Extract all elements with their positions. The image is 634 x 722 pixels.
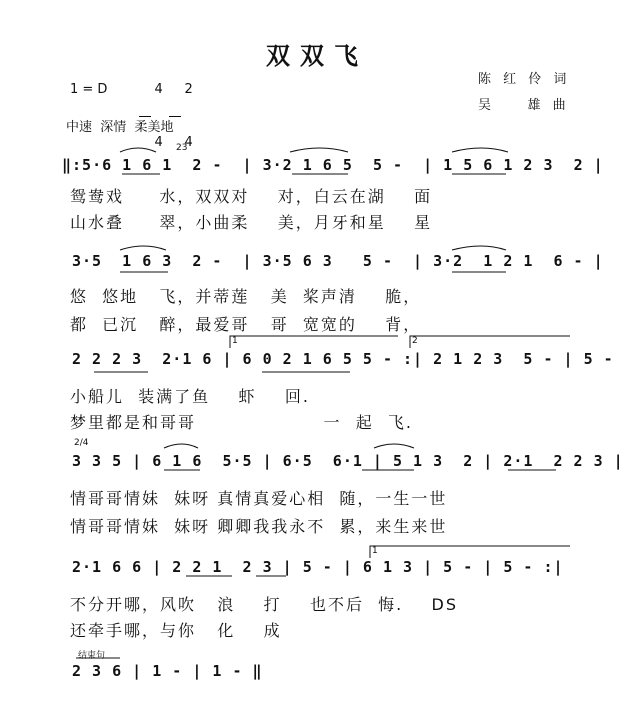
slur — [164, 444, 198, 448]
lyrics-line-3-verse-1: 小船儿 装满了鱼 虾 回. — [70, 387, 310, 406]
notation-line-2: 3·5 1 6 3 2 - | 3·5 6 3 5 - | 3·2 1 2 1 6 - | — [72, 252, 604, 270]
volta-bracket-1-second — [370, 546, 570, 558]
slur — [452, 246, 506, 250]
lyrics-line-2-verse-1: 悠 悠地 飞，并蒂莲 美 桨声清 脆， — [70, 287, 422, 306]
lyrics-line-1-verse-2: 山水叠 翠，小曲柔 美，月牙和星 星 — [70, 213, 433, 232]
slur — [374, 444, 414, 448]
slur — [120, 246, 166, 250]
meter-numerator: 2 — [184, 82, 193, 97]
slur — [452, 148, 508, 152]
meter-denominator: 4 — [184, 135, 193, 150]
volta-bracket-1 — [230, 336, 398, 348]
notation-line-5: 2·1 6 6 | 2 2 1 2 3 | 5 - | 6 1 3 | 5 - | 5 - :| — [72, 558, 564, 576]
volta-1-label-second: 1 — [372, 546, 378, 556]
lyrics-line-4-verse-2: 情哥哥情妹 妹呀 卿卿我我永不 累，来生来世 — [70, 517, 448, 536]
grace-notes: 23 — [176, 143, 188, 153]
coda-label: 结束句 — [78, 651, 106, 661]
meter-denominator: 4 — [154, 135, 163, 150]
volta-bracket-2 — [410, 336, 570, 348]
lyricist-credit: 陈 红 伶 词 — [478, 72, 571, 87]
notation-line-4: 3 3 5 | 6 1 6 5·5 | 6·5 6·1 | 5 1 3 2 | 2·1 2 2 3 | — [72, 452, 624, 470]
key-signature: 1 = D — [70, 82, 108, 97]
lyrics-line-2-verse-2: 都 已沉 醉，最爱哥 哥 宽宽的 背， — [70, 315, 422, 334]
meter-change: 2/4 — [74, 438, 89, 448]
lyrics-line-5-verse-1: 不分开哪，风吹 浪 打 也不后 悔. DS — [70, 595, 459, 614]
song-title: 双双飞 — [266, 42, 368, 70]
lyrics-line-1-verse-1: 鸳鸯戏 水，双双对 对，白云在湖 面 — [70, 187, 433, 206]
lyrics-line-3-verse-2: 梦里都是和哥哥 一 起 飞. — [70, 413, 413, 432]
volta-2-label: 2 — [412, 336, 418, 346]
notation-line-coda: 2 3 6 | 1 - | 1 - ‖ — [72, 662, 263, 680]
meter-numerator: 4 — [154, 82, 163, 97]
volta-1-label: 1 — [232, 336, 238, 346]
notation-line-1: ‖:5·6 1 6 1 2 - | 3·2 1 6 5 5 - | 1 5 6 1 2 3 2 | — [62, 156, 604, 174]
slur — [290, 148, 348, 152]
notation-line-3: 2 2 2 3 2·1 6 | 6 0 2 1 6 5 5 - :| 2 1 2 3 5 - | 5 - — [72, 350, 614, 368]
slur — [120, 148, 156, 152]
lyrics-line-5-verse-2: 还牵手哪，与你 化 成 — [70, 621, 282, 640]
composer-credit: 吴 雄 曲 — [478, 98, 570, 113]
lyrics-line-4-verse-1: 情哥哥情妹 妹呀 真情真爱心相 随，一生一世 — [70, 489, 448, 508]
tempo-marking: 中速 深情 柔美地 — [66, 120, 174, 135]
